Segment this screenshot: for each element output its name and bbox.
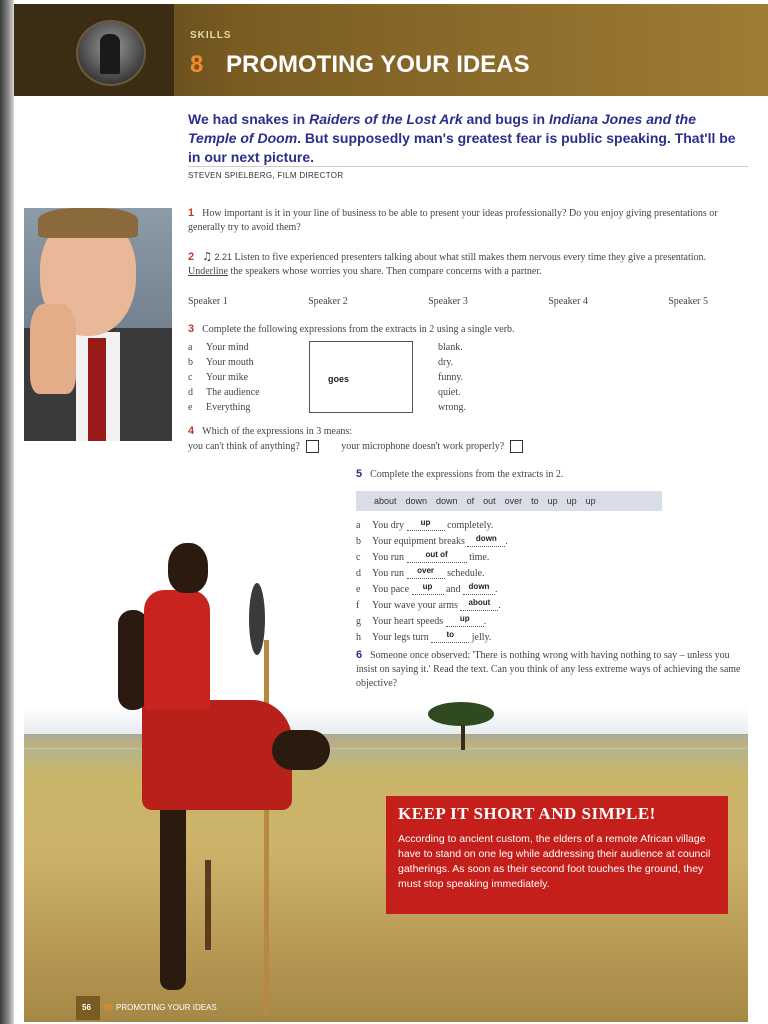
exercise-6-number: 6 bbox=[356, 649, 363, 661]
masai-raised-knee bbox=[272, 730, 330, 770]
unit-title: PROMOTING YOUR IDEAS bbox=[226, 51, 530, 78]
spear bbox=[264, 640, 269, 1016]
exercise-5-number: 5 bbox=[356, 468, 363, 480]
answer-field[interactable]: over bbox=[407, 563, 445, 579]
answer-field[interactable]: down bbox=[463, 579, 495, 595]
keep-it-short-text: According to ancient custom, the elders of a remote African village have to stand on one leg while addressing their audience at council gatherings. As soon as their second foot touches the ground, they must stop speaking immediately. bbox=[398, 833, 711, 890]
section-label: SKILLS bbox=[190, 30, 232, 41]
exercise-1-number: 1 bbox=[188, 207, 195, 219]
spear-tip bbox=[249, 583, 265, 655]
answer-field[interactable]: up bbox=[407, 515, 445, 531]
list-item: a Your mind bbox=[188, 342, 249, 353]
list-item: c Your mike bbox=[188, 372, 249, 383]
audio-track-icon[interactable]: ♫ bbox=[202, 250, 212, 263]
answer-field[interactable]: up bbox=[412, 579, 444, 595]
book-spine bbox=[0, 0, 14, 1024]
exercise-4-text: Which of the expressions in 3 means: bbox=[202, 426, 353, 437]
unit-number: 8 bbox=[190, 51, 204, 78]
answer-field[interactable]: out of bbox=[407, 547, 467, 563]
speaker-option[interactable]: Speaker 2 bbox=[308, 296, 348, 307]
answer-field[interactable]: about bbox=[460, 595, 498, 611]
word-box: about down down of out over to up up up bbox=[356, 491, 662, 511]
list-item: a You dry up completely. bbox=[356, 518, 508, 534]
answer-field[interactable]: down bbox=[467, 531, 505, 547]
list-item: e Everything bbox=[188, 402, 251, 413]
masai-red-cloth bbox=[142, 700, 292, 810]
option-2-checkbox[interactable] bbox=[510, 440, 523, 453]
exercise-4 bbox=[188, 424, 748, 439]
speaker-option[interactable]: Speaker 1 bbox=[188, 296, 228, 307]
nervous-man-photo bbox=[24, 208, 172, 441]
list-item: b Your mouth bbox=[188, 357, 254, 368]
keep-it-short-title: KEEP IT SHORT AND SIMPLE! bbox=[398, 804, 656, 823]
exercise-3-text: Complete the following expressions from the extracts in 2 using a single verb. bbox=[202, 324, 515, 335]
list-item: g Your heart speeds up . bbox=[356, 614, 508, 630]
walking-stick bbox=[205, 860, 211, 950]
exercise-5-list bbox=[356, 518, 508, 646]
footer-unit-number: 08 bbox=[104, 1003, 113, 1012]
exercise-1-text: How important is it in your line of business to be able to present your ideas professionally? Do you enjoy giving presentations or generally try to avoid them? bbox=[188, 208, 718, 233]
answer-box[interactable] bbox=[309, 341, 413, 413]
exercise-2: 2 ♫ 2.21 Listen to five experienced presenters talking about what still makes them nervous every time they give a presentation. Underline the speakers whose worries you share. Then compare concerns with a partner. bbox=[188, 250, 707, 277]
spielberg-photo bbox=[76, 20, 146, 86]
speaker-option[interactable]: Speaker 3 bbox=[428, 296, 468, 307]
answer-field[interactable]: to bbox=[431, 627, 469, 643]
acacia-tree-crown bbox=[428, 702, 494, 726]
keep-it-short-box bbox=[386, 796, 728, 914]
exercise-3-list bbox=[188, 340, 260, 415]
exercise-3 bbox=[188, 322, 748, 337]
masai-standing-leg bbox=[160, 800, 186, 990]
audio-track-number: 2.21 bbox=[214, 252, 233, 262]
masai-torso bbox=[144, 590, 210, 710]
exercise-4-number: 4 bbox=[188, 425, 195, 437]
exercise-1 bbox=[188, 206, 748, 235]
opening-quote: We had snakes in Raiders of the Lost Ark and bugs in Indiana Jones and the Temple of Doom. But supposedly man's greatest fear is public speaking. That'll be in our next picture. bbox=[188, 111, 736, 165]
answer-field[interactable]: up bbox=[446, 611, 484, 627]
exercise-3-number: 3 bbox=[188, 323, 195, 335]
list-item: d The audience bbox=[188, 387, 260, 398]
exercise-2-number: 2 bbox=[188, 251, 195, 263]
masai-head bbox=[168, 543, 208, 593]
quote-divider bbox=[188, 166, 748, 167]
quote-attribution: STEVEN SPIELBERG, FILM DIRECTOR bbox=[188, 171, 344, 180]
answer-box-text: goes bbox=[328, 374, 350, 384]
speaker-list bbox=[188, 296, 708, 307]
exercise-6-text: Someone once observed: 'There is nothing wrong with having nothing to say – unless you insist on saying it.' Read the text. Can you think of any less extreme ways of achieving the same objective? bbox=[356, 650, 741, 689]
list-item: b Your equipment breaks down . bbox=[356, 534, 508, 550]
speaker-option[interactable]: Speaker 4 bbox=[548, 296, 588, 307]
list-item: h Your legs turn to jelly. bbox=[356, 630, 508, 646]
option-1-checkbox[interactable] bbox=[306, 440, 319, 453]
exercise-5-text: Complete the expressions from the extracts in 2. bbox=[370, 469, 564, 480]
exercise-6 bbox=[356, 648, 748, 691]
exercise-4-options: you can't think of anything? your microphone doesn't work properly? bbox=[188, 440, 748, 454]
exercise-5 bbox=[356, 467, 748, 482]
exercise-3-endings: blank. dry. funny. quiet. wrong. bbox=[438, 342, 467, 413]
distant-hills bbox=[24, 734, 748, 748]
list-item: c You run out of time. bbox=[356, 550, 508, 566]
list-item: d You run over schedule. bbox=[356, 566, 508, 582]
list-item: f Your wave your arms about . bbox=[356, 598, 508, 614]
page-number: 56 bbox=[82, 1003, 91, 1012]
list-item: e You pace up and down . bbox=[356, 582, 508, 598]
speaker-option[interactable]: Speaker 5 bbox=[668, 296, 708, 307]
footer-unit-title: PROMOTING YOUR IDEAS bbox=[116, 1003, 217, 1012]
